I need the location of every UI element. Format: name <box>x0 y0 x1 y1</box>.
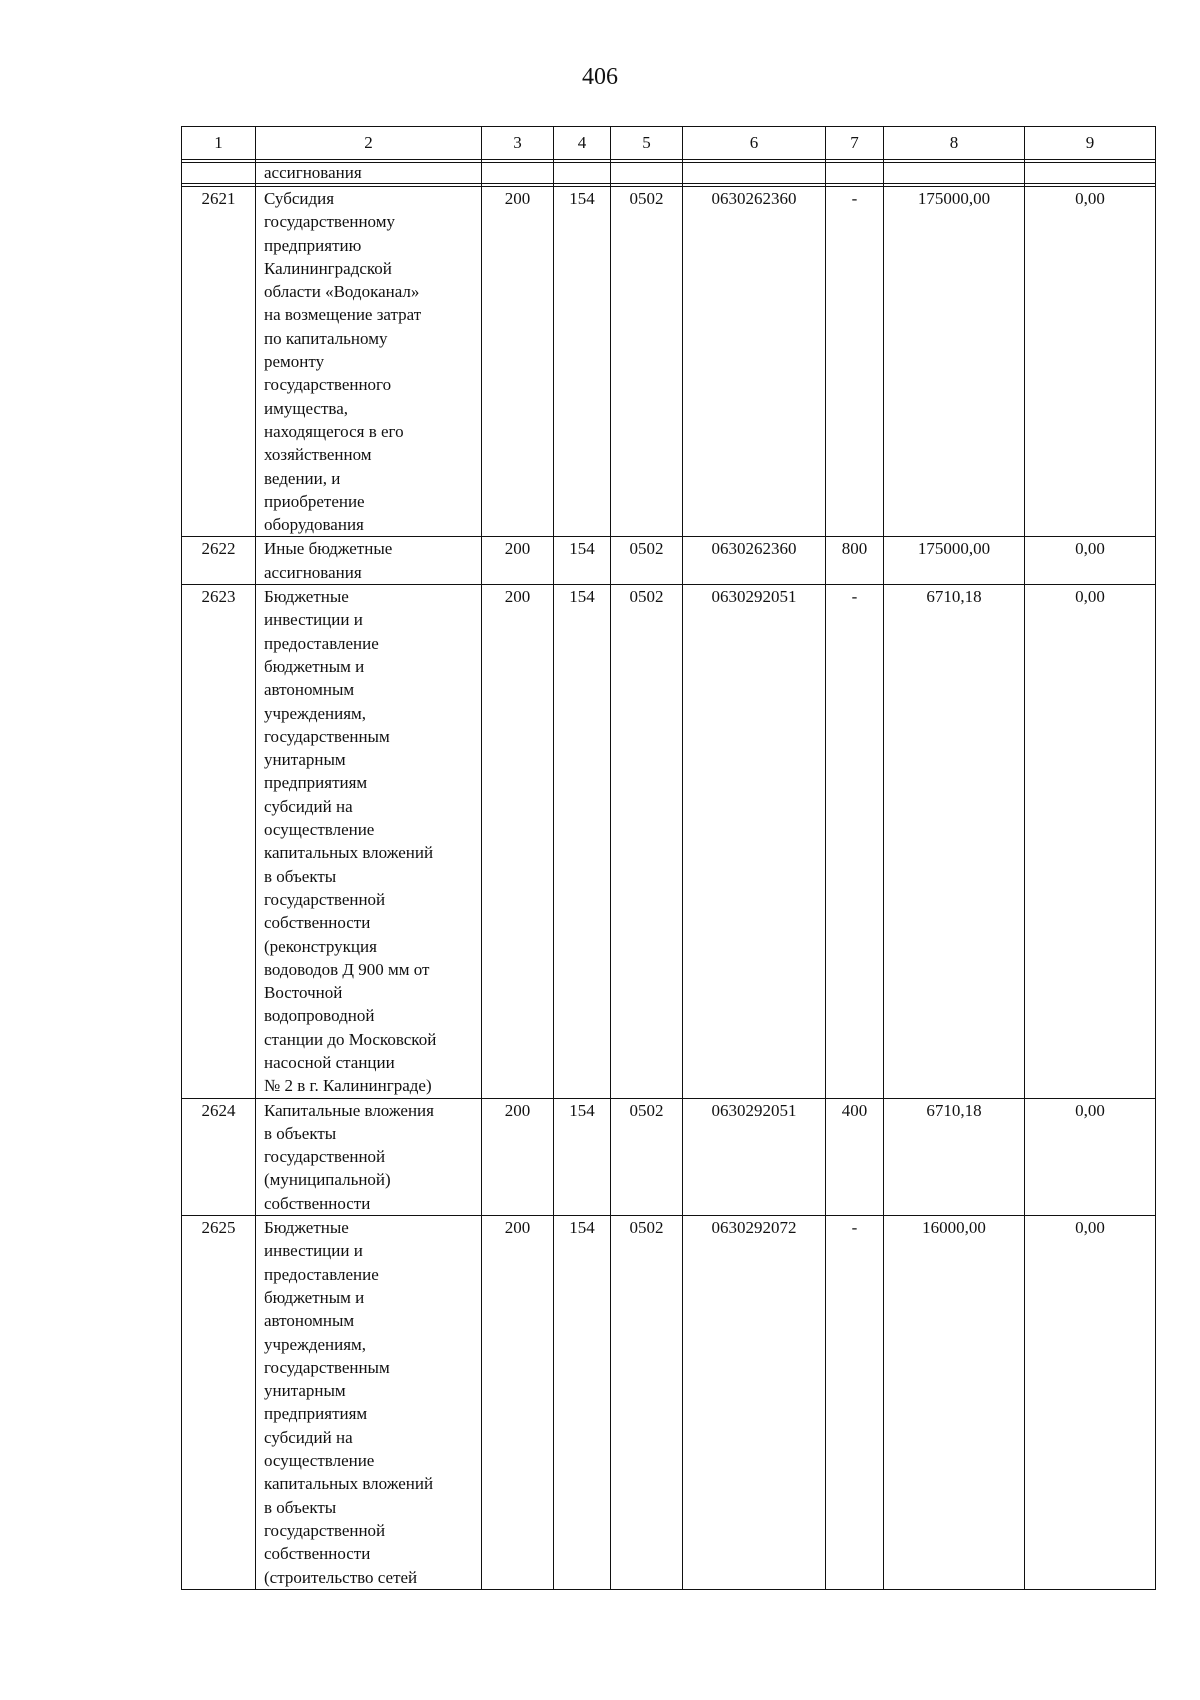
cell-col-3: 200 <box>482 585 554 1099</box>
cell-col-9: 0,00 <box>1025 1098 1156 1215</box>
budget-table <box>181 126 1156 1590</box>
row-description: Капитальные вложения в объекты государственной (муниципальной) собственности <box>264 1100 434 1213</box>
column-number: 3 <box>482 127 554 160</box>
cell-col-6: 0630292072 <box>683 1216 826 1590</box>
column-number: 9 <box>1025 127 1156 160</box>
column-number: 2 <box>256 127 482 160</box>
cell-col-9: 0,00 <box>1025 187 1156 537</box>
row-description: Бюджетные инвестиции и предоставление бюджетным и автономным учреждениям, государственным унитарным предприятиям субсидий на осуществление капитальных вложений в объекты государственной собственности (реконструкция водоводов Д 900 мм от Восточной водопроводной станции до Московской насосной станции № 2 в г. Калининграде) <box>264 587 437 1096</box>
continuation-row <box>182 163 1156 184</box>
cell-col-6: 0630292051 <box>683 585 826 1099</box>
cell-col-8: 175000,00 <box>884 187 1025 537</box>
cell-col-4: 154 <box>554 585 611 1099</box>
row-description: Иные бюджетные ассигнования <box>264 539 393 582</box>
cell-col-3: 200 <box>482 1098 554 1215</box>
cell-col-7: - <box>826 585 884 1099</box>
cell-col-4: 154 <box>554 187 611 537</box>
cell-col-7: 800 <box>826 537 884 585</box>
continuation-text: ассигнования <box>256 163 482 184</box>
row-number: 2624 <box>182 1098 256 1215</box>
column-number: 8 <box>884 127 1025 160</box>
column-number: 4 <box>554 127 611 160</box>
cell-col-5: 0502 <box>611 1098 683 1215</box>
table-row <box>182 537 1156 585</box>
table-row <box>182 585 1156 1099</box>
row-description: Субсидия государственному предприятию Калининградской области «Водоканал» на возмещение затрат по капитальному ремонту государственного имущества, находящегося в его хозяйственном ведении, и приобретение оборудования <box>264 189 422 535</box>
column-number: 1 <box>182 127 256 160</box>
cell-col-6: 0630262360 <box>683 537 826 585</box>
cell-col-4: 154 <box>554 1098 611 1215</box>
cell-col-4: 154 <box>554 537 611 585</box>
cell-col-3: 200 <box>482 1216 554 1590</box>
cell-col-8: 175000,00 <box>884 537 1025 585</box>
cell-col-7: - <box>826 187 884 537</box>
column-number-row <box>182 127 1156 160</box>
cell-col-9: 0,00 <box>1025 537 1156 585</box>
cell-col-8: 6710,18 <box>884 1098 1025 1215</box>
table-row <box>182 1098 1156 1215</box>
table-row <box>182 1216 1156 1590</box>
table-row <box>182 187 1156 537</box>
cell-col-8: 16000,00 <box>884 1216 1025 1590</box>
row-number: 2625 <box>182 1216 256 1590</box>
cell-col-5: 0502 <box>611 585 683 1099</box>
column-number: 7 <box>826 127 884 160</box>
cell-col-4: 154 <box>554 1216 611 1590</box>
row-number: 2623 <box>182 585 256 1099</box>
column-number: 5 <box>611 127 683 160</box>
cell-col-9: 0,00 <box>1025 1216 1156 1590</box>
row-number: 2621 <box>182 187 256 537</box>
cell-col-6: 0630292051 <box>683 1098 826 1215</box>
cell-col-3: 200 <box>482 537 554 585</box>
cell-col-5: 0502 <box>611 187 683 537</box>
cell-col-3: 200 <box>482 187 554 537</box>
row-description: Бюджетные инвестиции и предоставление бюджетным и автономным учреждениям, государственным унитарным предприятиям субсидий на осуществление капитальных вложений в объекты государственной собственности (строительство сетей <box>264 1218 434 1587</box>
cell-col-8: 6710,18 <box>884 585 1025 1099</box>
cell-col-7: - <box>826 1216 884 1590</box>
column-number: 6 <box>683 127 826 160</box>
row-number: 2622 <box>182 537 256 585</box>
cell-col-6: 0630262360 <box>683 187 826 537</box>
cell-col-7: 400 <box>826 1098 884 1215</box>
cell-col-5: 0502 <box>611 1216 683 1590</box>
page-number: 406 <box>582 64 618 90</box>
cell-col-5: 0502 <box>611 537 683 585</box>
cell-col-9: 0,00 <box>1025 585 1156 1099</box>
